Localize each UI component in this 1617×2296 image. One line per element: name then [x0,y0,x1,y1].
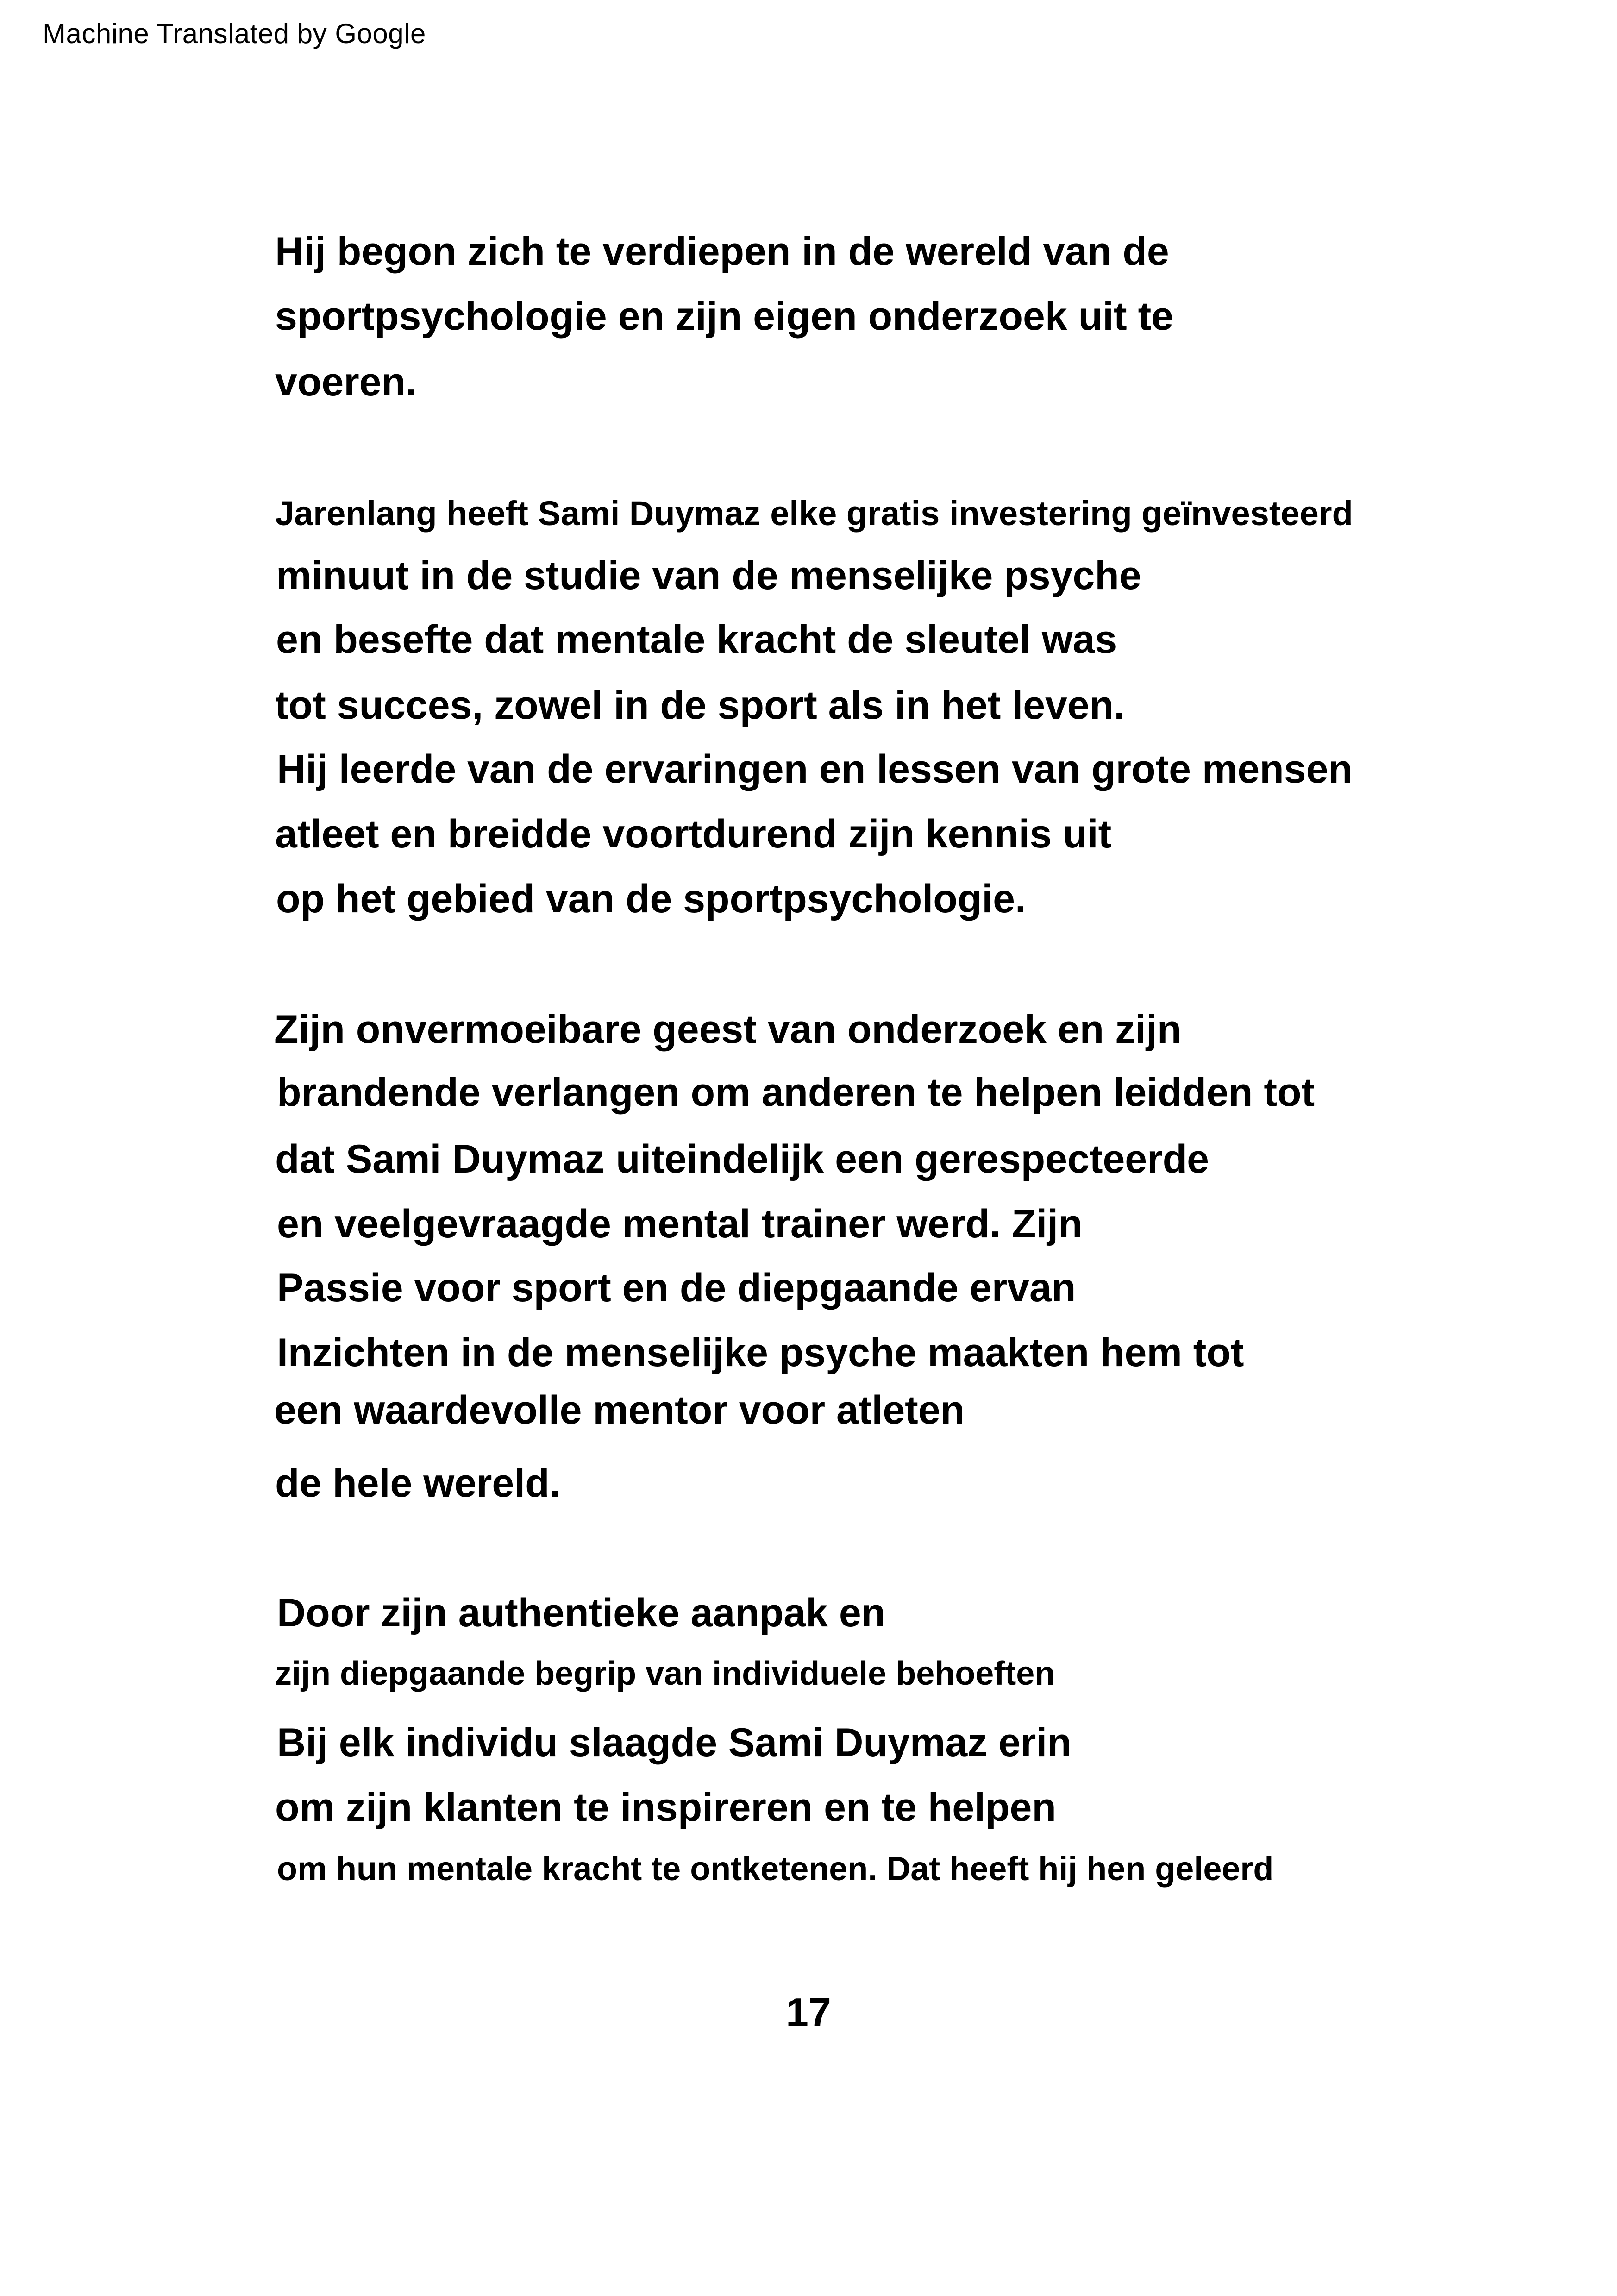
text-line: Inzichten in de menselijke psyche maakten hem tot [277,1330,1244,1375]
text-line: Door zijn authentieke aanpak en [277,1591,886,1635]
text-line: om zijn klanten te inspireren en te helpen [275,1785,1056,1830]
text-line: Passie voor sport en de diepgaande ervan [277,1266,1076,1310]
text-line: Jarenlang heeft Sami Duymaz elke gratis investering geïnvesteerd [275,494,1353,533]
text-line: zijn diepgaande begrip van individuele behoeften [275,1655,1055,1692]
text-line: voeren. [275,360,417,404]
text-line: atleet en breidde voortdurend zijn kennis uit [275,812,1112,856]
text-line: om hun mentale kracht te ontketenen. Dat heeft hij hen geleerd [277,1851,1274,1888]
machine-translation-banner: Machine Translated by Google [43,18,426,49]
text-line: Hij leerde van de ervaringen en lessen van grote mensen [277,747,1353,791]
text-line: de hele wereld. [275,1461,561,1506]
text-line: Hij begon zich te verdiepen in de wereld van de [275,229,1169,274]
text-line: tot succes, zowel in de sport als in het leven. [275,683,1125,728]
text-line: en veelgevraagde mental trainer werd. Zijn [277,1202,1083,1246]
text-line: brandende verlangen om anderen te helpen leidden tot [277,1070,1315,1115]
text-line: en besefte dat mentale kracht de sleutel was [276,617,1117,662]
page-number: 17 [786,1989,831,2035]
text-line: sportpsychologie en zijn eigen onderzoek uit te [275,294,1174,339]
text-line: op het gebied van de sportpsychologie. [276,877,1026,921]
text-line: dat Sami Duymaz uiteindelijk een gerespecteerde [275,1137,1209,1181]
text-line: minuut in de studie van de menselijke psyche [276,553,1141,598]
text-line: Bij elk individu slaagde Sami Duymaz erin [277,1720,1072,1765]
text-line: een waardevolle mentor voor atleten [274,1388,965,1432]
text-line: Zijn onvermoeibare geest van onderzoek en zijn [274,1007,1182,1052]
